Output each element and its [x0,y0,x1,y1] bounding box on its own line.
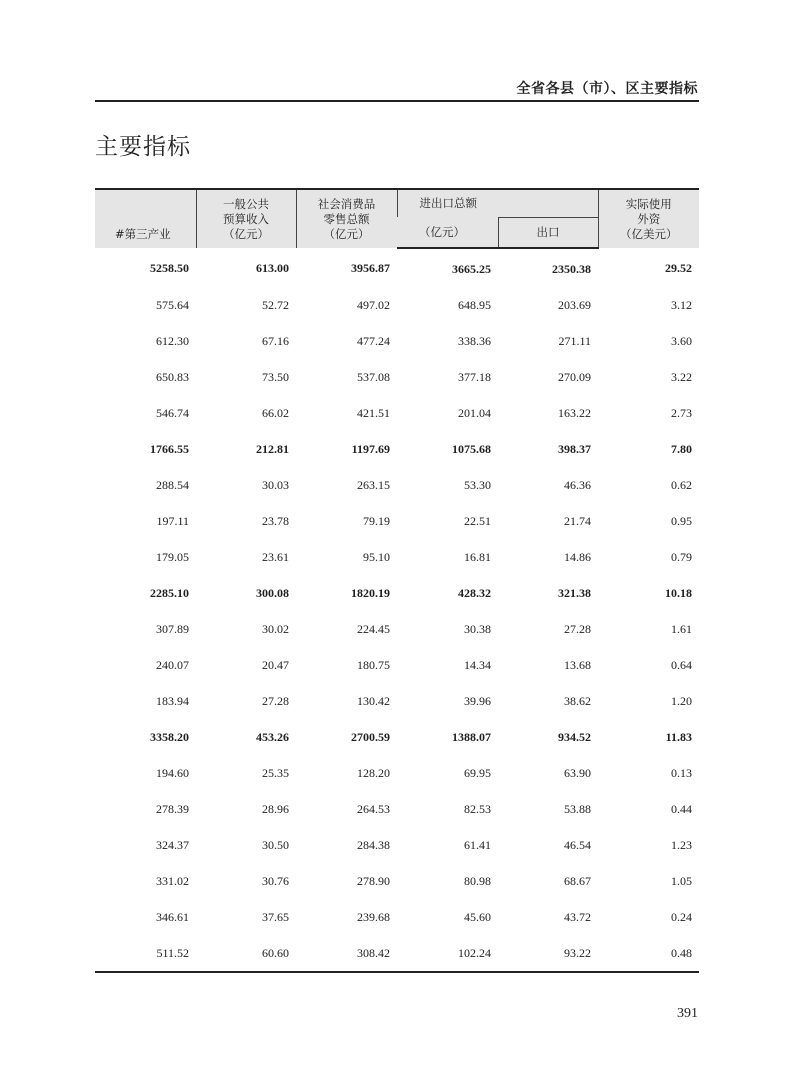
column-header-label: 出口 [536,224,560,239]
table-cell: 67.16 [262,333,289,348]
table-cell: 22.51 [464,513,491,528]
table-row [95,647,699,683]
table-cell: 46.54 [564,837,591,852]
table-cell: 263.15 [357,477,390,492]
table-cell: 38.62 [564,693,591,708]
table-cell: 53.30 [464,477,491,492]
table-cell: 612.30 [156,333,189,348]
table-cell: 60.60 [196,935,296,972]
table-cell: 2285.10 [150,585,189,600]
indicator-table [95,188,699,973]
table-cell: 27.28 [262,693,289,708]
table-cell: 3.60 [671,333,692,348]
table-cell: 2350.38 [552,261,591,276]
table-cell: 197.11 [156,513,189,528]
table-cell: 69.95 [464,765,491,780]
table-cell: 1.23 [671,837,692,852]
table-cell: 80.98 [464,873,491,888]
table-cell: 45.60 [464,909,491,924]
table-cell: 14.86 [564,549,591,564]
table-cell: 477.24 [357,333,390,348]
table-cell: 212.81 [256,441,289,456]
table-row [95,467,699,503]
table-cell: 1075.68 [452,441,491,456]
table-cell: 1388.07 [452,729,491,744]
table-cell: 7.80 [671,441,692,456]
table-cell: 0.13 [671,765,692,780]
column-header-line: 预算收入 [223,211,269,226]
table-cell: 201.04 [458,405,491,420]
table-cell: 93.22 [498,935,598,972]
table-cell: 3.22 [671,369,692,384]
table-row [95,827,699,863]
table-cell: 284.38 [357,837,390,852]
column-header-line: 社会消费品 [317,196,376,211]
table-cell: 346.61 [156,909,189,924]
table-cell: 163.22 [558,405,591,420]
table-cell: 1.20 [671,693,692,708]
table-cell: 224.45 [357,621,390,636]
table-cell: 52.72 [262,297,289,312]
column-header-import-export-unit [397,217,498,248]
table-cell: 537.08 [357,369,390,384]
column-header-line: 一般公共 [223,196,269,211]
table-cell: 27.28 [564,621,591,636]
table-row [95,935,699,972]
table-cell: 546.74 [156,405,189,420]
table-row [95,863,699,899]
table-cell: 264.53 [357,801,390,816]
table-row-subtotal [95,575,699,611]
table-cell: 288.54 [156,477,189,492]
table-row [95,359,699,395]
table-cell: 648.95 [458,297,491,312]
table-row [95,791,699,827]
table-cell: 497.02 [357,297,390,312]
table-cell: 613.00 [256,261,289,275]
table-cell: 0.44 [671,801,692,816]
table-row-subtotal [95,248,699,287]
table-cell: 0.48 [598,935,699,972]
table-cell: 128.20 [357,765,390,780]
column-header-line: 实际使用 [625,196,672,211]
table-row [95,683,699,719]
table-cell: 29.52 [665,261,692,275]
column-header-unit: （亿元） [419,224,465,239]
column-header-foreign-investment [598,189,699,248]
column-header-label: #第三产业 [115,227,171,241]
column-header-tertiary-industry [95,189,196,248]
table-cell: 23.78 [262,513,289,528]
table-cell: 30.76 [262,873,289,888]
table-cell: 68.67 [564,873,591,888]
table-cell: 934.52 [558,729,591,744]
column-header-line: 外资 [637,211,661,226]
table-cell: 575.64 [156,297,189,312]
table-cell: 30.02 [262,621,289,636]
table-cell: 11.83 [665,729,692,744]
table-cell: 25.35 [262,765,289,780]
table-cell: 61.41 [464,837,491,852]
table-cell: 240.07 [156,657,189,672]
table-cell: 398.37 [558,441,591,456]
table-cell: 3956.87 [351,261,390,275]
table-cell: 511.52 [95,935,196,972]
table-row [95,503,699,539]
table-cell: 0.79 [671,549,692,564]
column-header-public-budget-revenue [196,189,296,248]
table-cell: 66.02 [262,405,289,420]
table-cell: 421.51 [357,405,390,420]
table-row [95,755,699,791]
table-cell: 338.36 [458,333,491,348]
table-cell: 377.18 [458,369,491,384]
column-header-import-export-total [397,189,598,217]
table-cell: 321.38 [558,585,591,600]
table-cell: 3358.20 [150,729,189,744]
table-row [95,323,699,359]
table-cell: 2700.59 [351,729,390,744]
table-row [95,395,699,431]
table-cell: 271.11 [558,333,591,348]
table-cell: 28.96 [262,801,289,816]
table-cell: 14.34 [464,657,491,672]
table-cell: 0.95 [671,513,692,528]
table-cell: 30.38 [464,621,491,636]
table-cell: 307.89 [156,621,189,636]
table-cell: 13.68 [564,657,591,672]
table-cell: 1820.19 [351,585,390,600]
table-cell: 428.32 [458,585,491,600]
table-cell: 194.60 [156,765,189,780]
column-header-line: 零售总额 [323,211,370,226]
table-cell: 203.69 [558,297,591,312]
running-header-title: 全省各县（市）、区主要指标 [516,81,698,97]
table-cell: 308.42 [296,935,397,972]
table-cell: 278.39 [156,801,189,816]
table-cell: 183.94 [156,693,189,708]
table-cell: 0.64 [671,657,692,672]
table-cell: 179.05 [156,549,189,564]
table-cell: 53.88 [564,801,591,816]
table-row [95,899,699,935]
table-cell: 23.61 [262,549,289,564]
table-cell: 180.75 [357,657,390,672]
table-row [95,611,699,647]
indicator-table-wrapper [95,188,699,973]
table-cell: 239.68 [357,909,390,924]
table-cell: 46.36 [564,477,591,492]
table-cell: 20.47 [262,657,289,672]
table-cell: 270.09 [558,369,591,384]
column-header-unit: （亿美元） [620,226,678,241]
table-cell: 95.10 [363,549,390,564]
table-cell: 331.02 [156,873,189,888]
table-cell: 300.08 [256,585,289,600]
table-cell: 324.37 [156,837,189,852]
table-cell: 1197.69 [351,441,390,456]
table-cell: 39.96 [464,693,491,708]
column-header-export [498,217,598,248]
table-cell: 1.61 [671,621,692,636]
table-cell: 1766.55 [150,441,189,456]
table-cell: 16.81 [464,549,491,564]
table-cell: 650.83 [156,369,189,384]
table-cell: 63.90 [564,765,591,780]
table-cell: 0.24 [671,909,692,924]
table-cell: 30.50 [262,837,289,852]
table-cell: 1.05 [671,873,692,888]
page-number: 391 [677,1006,698,1021]
table-body [95,248,699,972]
table-row [95,539,699,575]
table-row-subtotal [95,719,699,755]
table-cell: 82.53 [464,801,491,816]
column-header-retail-sales [296,189,397,248]
table-cell: 453.26 [256,729,289,744]
table-header [95,189,699,248]
table-cell: 30.03 [262,477,289,492]
table-cell: 5258.50 [150,261,189,275]
page-title: 主要指标 [95,134,191,160]
table-row-subtotal [95,431,699,467]
table-cell: 2.73 [671,405,692,420]
table-cell: 10.18 [665,585,692,600]
table-cell: 43.72 [564,909,591,924]
column-header-unit: （亿元） [223,226,269,241]
table-cell: 0.62 [671,477,692,492]
column-header-unit: （亿元） [323,226,370,241]
table-cell: 73.50 [262,369,289,384]
table-cell: 21.74 [564,513,591,528]
table-cell: 130.42 [357,693,390,708]
table-cell: 79.19 [363,513,390,528]
header-rule [95,100,699,102]
table-cell: 3.12 [671,297,692,312]
table-cell: 102.24 [397,935,498,972]
table-row [95,287,699,323]
table-cell: 37.65 [262,909,289,924]
column-header-label: 进出口总额 [419,195,477,210]
table-cell: 278.90 [357,873,390,888]
table-cell: 3665.25 [452,261,491,276]
